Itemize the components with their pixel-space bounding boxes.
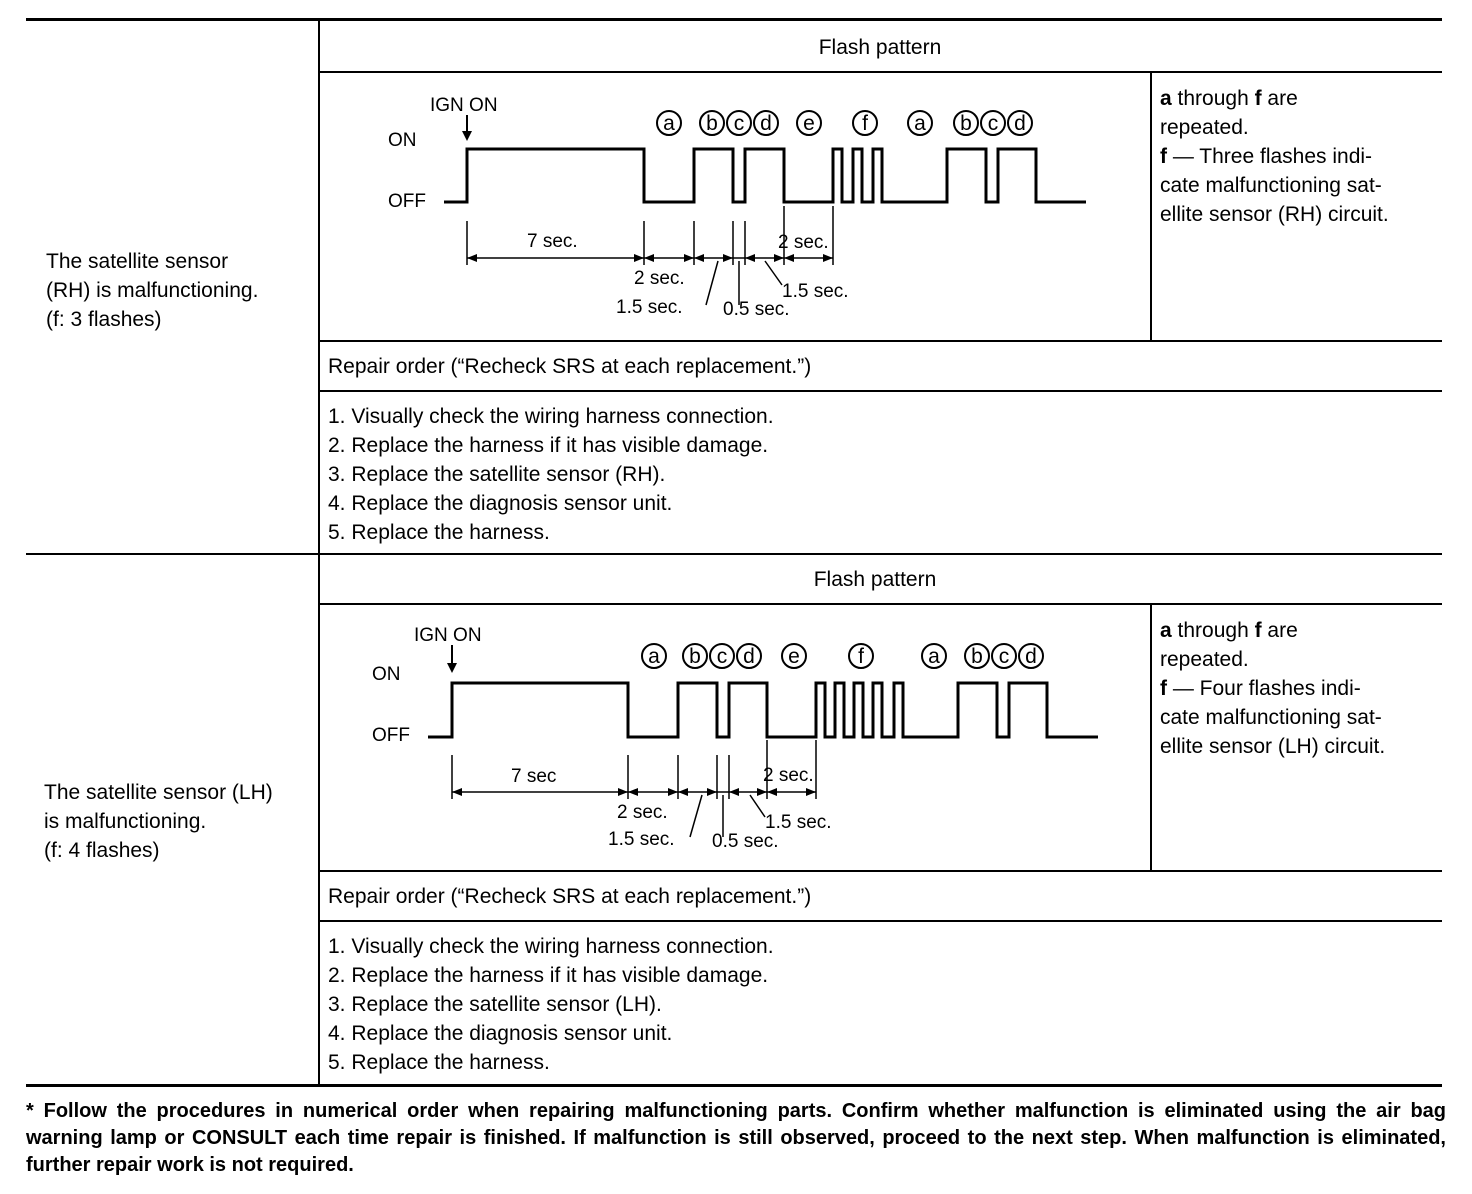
off-label: OFF: [388, 191, 426, 212]
rule: [318, 920, 1442, 922]
t7-label: 7 sec: [511, 766, 557, 787]
phase-d: [1008, 111, 1032, 135]
ign-arrow-icon: [447, 645, 457, 673]
footnote: * Follow the procedures in numerical order when repairing malfunctioning parts. Confirm whether malfunction is eliminated using the air bag warning lamp or CONSULT each time repair is finished. If malfunction is still observed, proceed to the next step. When malfunction is eliminated, further repair work is not required.: [26, 1100, 1446, 1176]
repair-order-header: Repair order (“Recheck SRS at each replacement.”): [328, 885, 812, 908]
repair-step: 2. Replace the harness if it has visible damage.: [328, 964, 769, 987]
flash-pattern-diagram: [320, 605, 1150, 870]
t2b-label: 2 sec.: [778, 232, 829, 253]
repair-steps: [328, 402, 774, 547]
condition-line: (f: 3 flashes): [46, 308, 162, 331]
phase-d: [737, 644, 761, 668]
condition-line: The satellite sensor: [46, 250, 229, 273]
condition-line: (RH) is malfunctioning.: [46, 279, 259, 302]
condition-line: is malfunctioning.: [44, 810, 207, 833]
t05-label: 0.5 sec.: [723, 299, 790, 320]
svg-text:f: f: [862, 112, 868, 135]
phase-b: [700, 111, 724, 135]
rule: [318, 340, 1442, 342]
t15b-label: 1.5 sec.: [782, 281, 849, 302]
flash-note: a through f are repeated. f — Three flashes indi- cate malfunctioning sat- ellite sensor (RH) circuit.: [1160, 87, 1389, 226]
svg-text:b: b: [689, 645, 701, 668]
phase-e: [797, 111, 821, 135]
t05-label: 0.5 sec.: [712, 831, 779, 852]
svg-text:a: a: [663, 112, 675, 135]
flash-pattern-diagram: [320, 73, 1150, 340]
svg-text:d: d: [1025, 645, 1037, 668]
repair-step: 3. Replace the satellite sensor (RH).: [328, 463, 666, 486]
phase-a: [908, 111, 932, 135]
repair-step: 5. Replace the harness.: [328, 1051, 550, 1074]
svg-text:d: d: [1014, 112, 1026, 135]
repair-step: 5. Replace the harness.: [328, 521, 550, 544]
on-label: ON: [388, 130, 417, 151]
condition-cell: [44, 778, 273, 865]
svg-text:f: f: [858, 645, 864, 668]
phase-c: [727, 111, 751, 135]
phase-b: [683, 644, 707, 668]
phase-a: [922, 644, 946, 668]
svg-text:e: e: [803, 112, 815, 135]
svg-text:a: a: [914, 112, 926, 135]
t15a-label: 1.5 sec.: [608, 829, 675, 850]
condition-cell: [46, 247, 258, 334]
off-label: OFF: [372, 725, 410, 746]
svg-text:c: c: [998, 645, 1010, 668]
column-divider: [1150, 603, 1152, 871]
phase-b: [965, 644, 989, 668]
rule: [318, 870, 1442, 872]
signal-waveform: [428, 683, 1098, 737]
t15b-label: 1.5 sec.: [765, 812, 832, 833]
diagram-labels: [372, 625, 482, 746]
timing-labels: [511, 765, 832, 852]
repair-step: 1. Visually check the wiring harness connection.: [328, 405, 774, 428]
t2b-label: 2 sec.: [763, 765, 814, 786]
repair-order-header: Repair order (“Recheck SRS at each replacement.”): [328, 355, 812, 378]
condition-line: The satellite sensor (LH): [44, 781, 273, 804]
repair-step: 4. Replace the diagnosis sensor unit.: [328, 1022, 673, 1045]
diagram-labels: [388, 95, 498, 212]
flash-pattern-header: Flash pattern: [813, 568, 937, 591]
flash-pattern-header: Flash pattern: [818, 36, 942, 59]
ign-arrow-icon: [462, 115, 472, 141]
ign-on-label: IGN ON: [414, 625, 482, 646]
phase-e: [782, 644, 806, 668]
svg-text:a: a: [928, 645, 940, 668]
t2a-label: 2 sec.: [634, 268, 685, 289]
section-divider: [26, 553, 1442, 555]
phase-b: [954, 111, 978, 135]
repair-steps: [328, 932, 774, 1077]
bottom-border: [26, 1084, 1442, 1087]
phase-c: [981, 111, 1005, 135]
svg-text:b: b: [971, 645, 983, 668]
condition-line: (f: 4 flashes): [44, 839, 160, 862]
svg-text:e: e: [788, 645, 800, 668]
ign-on-label: IGN ON: [430, 95, 498, 116]
timing-marks: [467, 206, 833, 305]
svg-text:b: b: [706, 112, 718, 135]
phase-d: [754, 111, 778, 135]
phase-a: [642, 644, 666, 668]
timing-labels: [527, 231, 849, 320]
repair-step: 1. Visually check the wiring harness connection.: [328, 935, 774, 958]
phase-c: [992, 644, 1016, 668]
t15a-label: 1.5 sec.: [616, 297, 683, 318]
repair-step: 3. Replace the satellite sensor (LH).: [328, 993, 662, 1016]
column-divider: [1150, 71, 1152, 341]
flash-note: a through f are repeated. f — Four flashes indi- cate malfunctioning sat- ellite sensor (LH) circuit.: [1160, 619, 1386, 758]
phase-f: [849, 644, 873, 668]
phase-a: [657, 111, 681, 135]
rule: [318, 390, 1442, 392]
phase-f: [853, 111, 877, 135]
svg-text:c: c: [733, 112, 745, 135]
phase-labels: [642, 644, 1043, 668]
top-border: [26, 18, 1442, 21]
svg-text:a: a: [648, 645, 660, 668]
repair-step: 2. Replace the harness if it has visible damage.: [328, 434, 769, 457]
svg-text:c: c: [716, 645, 728, 668]
phase-d: [1019, 644, 1043, 668]
t2a-label: 2 sec.: [617, 802, 668, 823]
signal-waveform: [444, 149, 1086, 202]
phase-c: [710, 644, 734, 668]
svg-text:c: c: [987, 112, 999, 135]
svg-text:d: d: [760, 112, 772, 135]
on-label: ON: [372, 664, 401, 685]
t7-label: 7 sec.: [527, 231, 578, 252]
repair-step: 4. Replace the diagnosis sensor unit.: [328, 492, 673, 515]
svg-text:d: d: [743, 645, 755, 668]
svg-text:b: b: [960, 112, 972, 135]
phase-labels: [657, 111, 1032, 135]
